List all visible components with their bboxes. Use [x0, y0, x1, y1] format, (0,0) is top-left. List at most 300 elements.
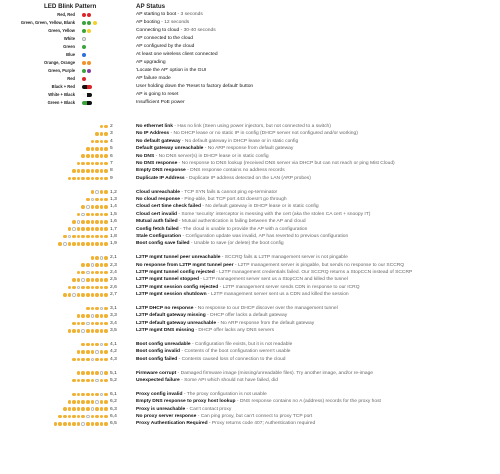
led-pill-icon	[82, 101, 92, 105]
error-title: Proxy is unreachable	[136, 406, 186, 412]
boot-status-row	[0, 43, 500, 51]
status-title: User holding down the 'Reset to factory default' button	[136, 84, 254, 89]
amber-blink-icon	[95, 278, 99, 282]
amber-blink-icon	[63, 415, 67, 419]
amber-blink-icon	[100, 286, 104, 290]
amber-blink-icon	[91, 169, 95, 173]
status-description: - 30-40 seconds	[179, 28, 216, 33]
amber-blink-icon	[100, 154, 104, 158]
blink-sequence	[81, 205, 108, 209]
amber-blink-icon	[95, 132, 99, 136]
amber-blink-icon	[72, 422, 76, 426]
error-title: No default gateway	[136, 138, 181, 144]
amber-blink-icon	[104, 198, 108, 202]
amber-blink-icon	[91, 147, 95, 151]
led-pattern-label: Black + Red	[51, 84, 75, 89]
amber-blink-icon	[95, 235, 99, 239]
led-pattern-label: White + Black	[48, 92, 75, 97]
amber-blink-icon	[77, 242, 81, 246]
amber-blink-icon	[91, 162, 95, 166]
error-status-text	[136, 218, 306, 225]
error-code-row	[0, 153, 500, 160]
amber-blink-icon	[86, 358, 90, 362]
blink-sequence	[68, 286, 108, 290]
led-pattern-header: LED Blink Pattern	[44, 3, 97, 10]
amber-blink-icon	[81, 162, 85, 166]
error-description: - Duplicate IP address detected on the LAN (ARP probes)	[184, 175, 311, 181]
amber-blink-icon	[95, 271, 99, 275]
error-status-text	[136, 254, 348, 261]
error-title: Proxy Authentication Required	[136, 421, 208, 427]
amber-blink-icon	[86, 350, 90, 354]
amber-blink-icon	[100, 358, 104, 362]
error-status-text	[136, 348, 291, 355]
error-title: No IP Address	[136, 131, 170, 137]
blink-sequence	[81, 154, 108, 158]
amber-blink-icon	[77, 293, 81, 297]
blink-sequence	[54, 422, 108, 426]
blink-sequence	[58, 415, 108, 419]
error-code: 4	[110, 138, 113, 144]
amber-blink-icon	[104, 205, 108, 209]
led-dot-icon	[82, 77, 86, 81]
amber-blink-icon	[104, 140, 108, 144]
amber-blink-icon	[72, 220, 76, 224]
error-status-text	[136, 320, 314, 327]
error-status-text	[136, 226, 307, 233]
amber-blink-icon	[95, 314, 99, 318]
error-code: 4,3	[110, 356, 117, 362]
amber-blink-icon	[100, 379, 104, 383]
error-code-row	[0, 240, 500, 247]
error-status-text	[136, 356, 286, 363]
amber-blink-icon	[104, 379, 108, 383]
amber-blink-icon	[68, 400, 72, 404]
error-code-row	[0, 211, 500, 218]
amber-blink-icon	[91, 271, 95, 275]
led-dot-icon	[82, 61, 86, 65]
led-indicator	[82, 69, 91, 74]
led-indicator	[82, 45, 86, 50]
error-code: 5	[110, 146, 113, 152]
error-status-text	[136, 398, 381, 405]
error-status-text	[136, 269, 412, 276]
amber-blink-icon	[86, 278, 90, 282]
amber-blink-icon	[91, 140, 95, 144]
blink-sequence	[68, 227, 108, 231]
error-code: 2,7	[110, 292, 117, 298]
amber-blink-icon	[77, 422, 81, 426]
amber-blink-icon	[81, 177, 85, 181]
error-code-row	[0, 203, 500, 210]
blink-sequence	[77, 162, 108, 166]
amber-blink-icon	[72, 379, 76, 383]
amber-blink-icon	[68, 227, 72, 231]
ap-status-text	[136, 67, 206, 75]
amber-blink-icon	[104, 393, 108, 397]
error-code-row	[0, 254, 500, 261]
error-description: - DHCP offer lacks a default gateway	[205, 313, 288, 319]
amber-blink-icon	[91, 256, 95, 260]
amber-blink-icon	[95, 343, 99, 347]
error-description: - The proxy configuration is not usable	[182, 391, 267, 397]
led-indicator	[82, 21, 102, 26]
led-pattern-label: White	[63, 36, 75, 41]
boot-status-row	[0, 27, 500, 35]
blink-sequence	[86, 307, 108, 311]
pause-blink-icon	[100, 307, 104, 311]
amber-blink-icon	[95, 407, 99, 411]
error-title: Config fetch failed	[136, 226, 179, 232]
amber-blink-icon	[77, 322, 81, 326]
amber-blink-icon	[104, 322, 108, 326]
amber-blink-icon	[63, 422, 67, 426]
amber-blink-icon	[86, 329, 90, 333]
blink-sequence	[77, 371, 108, 375]
amber-blink-icon	[95, 307, 99, 311]
amber-blink-icon	[100, 422, 104, 426]
blink-sequence	[91, 256, 108, 260]
error-title: Unexpected failure	[136, 378, 180, 383]
amber-blink-icon	[100, 132, 104, 136]
error-description: - L2TP management server is pingable, but sends no response to our SCCRQ	[233, 262, 405, 268]
boot-status-row	[0, 75, 500, 83]
led-indicator	[82, 13, 91, 18]
error-status-text	[136, 233, 348, 240]
ap-status-text	[136, 59, 166, 67]
error-code: 8	[110, 168, 113, 174]
amber-blink-icon	[77, 379, 81, 383]
error-title: Boot config unreadable	[136, 342, 191, 347]
amber-blink-icon	[81, 415, 85, 419]
error-code: 5,1	[110, 370, 117, 376]
amber-blink-icon	[104, 271, 108, 275]
led-dot-icon	[82, 69, 86, 73]
amber-blink-icon	[95, 393, 99, 397]
error-title: No DNS	[136, 153, 155, 159]
amber-blink-icon	[104, 329, 108, 333]
amber-blink-icon	[81, 350, 85, 354]
amber-blink-icon	[104, 256, 108, 260]
amber-blink-icon	[86, 343, 90, 347]
pause-blink-icon	[91, 198, 95, 202]
error-description: - SCCRQ fails & L2TP management server is not pingable	[220, 255, 348, 261]
amber-blink-icon	[58, 422, 62, 426]
led-pill-icon	[82, 93, 92, 97]
pause-blink-icon	[81, 329, 85, 333]
error-title: Mutual auth failed	[136, 219, 178, 225]
amber-blink-icon	[58, 415, 62, 419]
blink-sequence	[86, 198, 108, 202]
blink-sequence	[95, 132, 108, 136]
amber-blink-icon	[81, 235, 85, 239]
error-code-row	[0, 348, 500, 355]
amber-blink-icon	[100, 400, 104, 404]
pause-blink-icon	[63, 242, 67, 246]
amber-blink-icon	[91, 213, 95, 217]
boot-status-row	[0, 91, 500, 99]
ap-status-text	[136, 43, 194, 51]
ap-status-text	[136, 19, 189, 27]
blink-sequence	[68, 329, 108, 333]
error-description: - DNS response contains no A (address) records for the proxy host	[235, 399, 381, 405]
boot-status-row	[0, 35, 500, 43]
error-title: Boot config invalid	[136, 349, 181, 355]
amber-blink-icon	[104, 132, 108, 136]
status-title: AP connected to the cloud	[136, 36, 194, 41]
amber-blink-icon	[100, 293, 104, 297]
amber-blink-icon	[77, 371, 81, 375]
error-code: 1,6	[110, 219, 117, 225]
led-pattern-label: Green + Black	[47, 100, 75, 105]
amber-blink-icon	[104, 371, 108, 375]
error-status-text	[136, 203, 319, 210]
error-code: 6,5	[110, 421, 117, 427]
amber-blink-icon	[100, 242, 104, 246]
error-title: L2TP mgmt DNS missing	[136, 328, 195, 334]
amber-blink-icon	[86, 220, 90, 224]
amber-blink-icon	[104, 407, 108, 411]
ap-status-header: AP Status	[136, 3, 166, 10]
error-code: 1,5	[110, 211, 117, 217]
error-description: - Some API which should not have failed, did	[179, 378, 278, 383]
error-code: 1,3	[110, 197, 117, 202]
amber-blink-icon	[86, 169, 90, 173]
pause-blink-icon	[91, 263, 95, 267]
error-code-row	[0, 312, 500, 319]
pause-blink-icon	[81, 422, 85, 426]
error-title: No cloud response	[136, 197, 181, 202]
amber-blink-icon	[104, 307, 108, 311]
amber-blink-icon	[86, 371, 90, 375]
boot-status-row	[0, 51, 500, 59]
amber-blink-icon	[104, 314, 108, 318]
status-title: AP configured by the cloud	[136, 44, 195, 49]
amber-blink-icon	[63, 293, 67, 297]
error-status-text	[136, 262, 404, 269]
error-code-row	[0, 320, 500, 327]
error-status-text	[136, 370, 373, 377]
pause-blink-icon	[95, 379, 99, 383]
blink-sequence	[72, 322, 108, 326]
amber-blink-icon	[91, 422, 95, 426]
error-title: Cloud cert invalid	[136, 211, 178, 217]
blink-sequence	[63, 407, 108, 411]
error-code: 2,4	[110, 270, 117, 275]
amber-blink-icon	[95, 213, 99, 217]
amber-blink-icon	[86, 147, 90, 151]
pause-blink-icon	[100, 343, 104, 347]
amber-blink-icon	[81, 314, 85, 318]
error-description: - Can't contact proxy	[185, 406, 232, 412]
amber-blink-icon	[91, 343, 95, 347]
error-title: L2TP mgmt session shutdown	[136, 292, 207, 298]
amber-blink-icon	[77, 415, 81, 419]
led-indicator	[82, 37, 86, 42]
pause-blink-icon	[91, 407, 95, 411]
amber-blink-icon	[100, 213, 104, 217]
error-description: - Ping-able, but TCP port 443 doesn't go through	[180, 197, 287, 202]
error-code-row	[0, 284, 500, 291]
amber-blink-icon	[100, 278, 104, 282]
amber-blink-icon	[86, 162, 90, 166]
amber-blink-icon	[77, 393, 81, 397]
blink-sequence	[77, 350, 108, 354]
error-title: L2TP default gateway missing	[136, 313, 206, 319]
led-pattern-label: Green, Green, Yellow, Blank	[20, 20, 75, 25]
amber-blink-icon	[95, 263, 99, 267]
amber-blink-icon	[77, 227, 81, 231]
error-status-text	[136, 130, 358, 137]
amber-blink-icon	[91, 278, 95, 282]
ap-status-text	[136, 51, 218, 59]
error-status-text	[136, 189, 277, 196]
amber-blink-icon	[95, 293, 99, 297]
error-status-text	[136, 167, 285, 174]
amber-blink-icon	[54, 422, 58, 426]
amber-blink-icon	[77, 177, 81, 181]
led-dot-icon	[87, 21, 91, 25]
error-title: L2TP mgmt tunnel config rejected	[136, 270, 215, 275]
amber-blink-icon	[77, 358, 81, 362]
boot-status-row	[0, 59, 500, 67]
amber-blink-icon	[81, 322, 85, 326]
error-description: - The cloud is unable to provide the AP with a configuration	[178, 226, 308, 232]
amber-blink-icon	[72, 235, 76, 239]
amber-blink-icon	[104, 358, 108, 362]
blink-sequence	[72, 393, 108, 397]
amber-blink-icon	[100, 263, 104, 267]
amber-blink-icon	[68, 293, 72, 297]
error-status-text	[136, 413, 312, 420]
status-title: AP starting to boot	[136, 12, 177, 17]
led-dot-icon	[82, 45, 86, 49]
led-pattern-label: Red	[67, 76, 75, 81]
pause-blink-icon	[81, 213, 85, 217]
pause-blink-icon	[100, 393, 104, 397]
error-description: - L2TP management server sent us a StopCCN and killed the tunnel	[198, 277, 348, 283]
error-code: 3,4	[110, 320, 117, 326]
status-title: AP is going to reset	[136, 92, 179, 97]
blink-sequence	[86, 147, 108, 151]
amber-blink-icon	[81, 242, 85, 246]
error-code: 3,3	[110, 313, 117, 319]
amber-blink-icon	[91, 242, 95, 246]
blink-sequence	[72, 169, 108, 173]
amber-blink-icon	[81, 379, 85, 383]
amber-blink-icon	[86, 293, 90, 297]
led-indicator	[82, 101, 92, 106]
error-code-row	[0, 189, 500, 196]
error-status-text	[136, 284, 360, 291]
error-code: 3,1	[110, 306, 117, 311]
blink-sequence	[77, 314, 108, 318]
error-code: 2	[110, 124, 113, 129]
amber-blink-icon	[81, 227, 85, 231]
error-code-row	[0, 233, 500, 240]
error-code-row	[0, 305, 500, 312]
error-code: 6	[110, 153, 113, 159]
amber-blink-icon	[100, 220, 104, 224]
led-pill-icon	[82, 85, 92, 89]
error-code: 6,1	[110, 391, 117, 397]
amber-blink-icon	[68, 407, 72, 411]
amber-blink-icon	[81, 154, 85, 158]
amber-blink-icon	[104, 343, 108, 347]
amber-blink-icon	[95, 198, 99, 202]
amber-blink-icon	[91, 205, 95, 209]
amber-blink-icon	[95, 205, 99, 209]
error-description: - L2TP management server sends CDN in response to our ICRQ	[218, 284, 360, 290]
error-description: - Contents caused loss of connection to the cloud	[177, 356, 286, 362]
amber-blink-icon	[104, 242, 108, 246]
amber-blink-icon	[100, 407, 104, 411]
error-code-row	[0, 356, 500, 363]
error-status-text	[136, 145, 293, 152]
amber-blink-icon	[63, 235, 67, 239]
led-dot-icon	[82, 37, 86, 41]
amber-blink-icon	[68, 242, 72, 246]
error-description: - Configuration update was invalid, AP has reverted to previous configuration	[181, 234, 349, 239]
amber-blink-icon	[91, 307, 95, 311]
amber-blink-icon	[104, 415, 108, 419]
led-indicator	[82, 85, 92, 90]
amber-blink-icon	[100, 235, 104, 239]
amber-blink-icon	[95, 422, 99, 426]
error-title: Stale Configuration	[136, 234, 182, 239]
amber-blink-icon	[95, 256, 99, 260]
amber-blink-icon	[91, 400, 95, 404]
led-pattern-label: Green, Yellow	[48, 28, 75, 33]
error-status-text	[136, 391, 267, 398]
amber-blink-icon	[104, 293, 108, 297]
pause-blink-icon	[72, 293, 76, 297]
amber-blink-icon	[86, 242, 90, 246]
ap-status-text	[136, 83, 253, 91]
led-pattern-label: Green	[63, 44, 75, 49]
amber-blink-icon	[91, 177, 95, 181]
error-code: 9	[110, 175, 113, 181]
amber-blink-icon	[91, 322, 95, 326]
amber-blink-icon	[77, 162, 81, 166]
pause-blink-icon	[77, 286, 81, 290]
pause-blink-icon	[100, 371, 104, 375]
error-description: - Damaged firmware image (missing/unreadable files). Try another image, and/or re-image	[176, 370, 374, 376]
led-pattern-label: Orange, Orange	[44, 60, 75, 65]
boot-status-row	[0, 67, 500, 75]
error-code-row	[0, 226, 500, 233]
error-status-text	[136, 138, 298, 145]
error-description: - No default gateway in DHCP lease or in static config	[180, 138, 299, 144]
amber-blink-icon	[100, 205, 104, 209]
amber-blink-icon	[91, 350, 95, 354]
amber-blink-icon	[86, 393, 90, 397]
error-code: 1,7	[110, 226, 117, 232]
error-description: - No response to DNS lookup (received DNS server via DHCP but can not reach or ping Mist Cloud)	[177, 161, 395, 166]
amber-blink-icon	[104, 278, 108, 282]
led-dot-icon	[98, 21, 102, 25]
amber-blink-icon	[91, 286, 95, 290]
blink-sequence	[77, 271, 108, 275]
amber-blink-icon	[86, 400, 90, 404]
led-indicator	[82, 77, 86, 82]
error-code-row	[0, 123, 500, 130]
amber-blink-icon	[95, 322, 99, 326]
amber-blink-icon	[104, 227, 108, 231]
amber-blink-icon	[77, 350, 81, 354]
amber-blink-icon	[68, 286, 72, 290]
error-status-text	[136, 175, 311, 182]
